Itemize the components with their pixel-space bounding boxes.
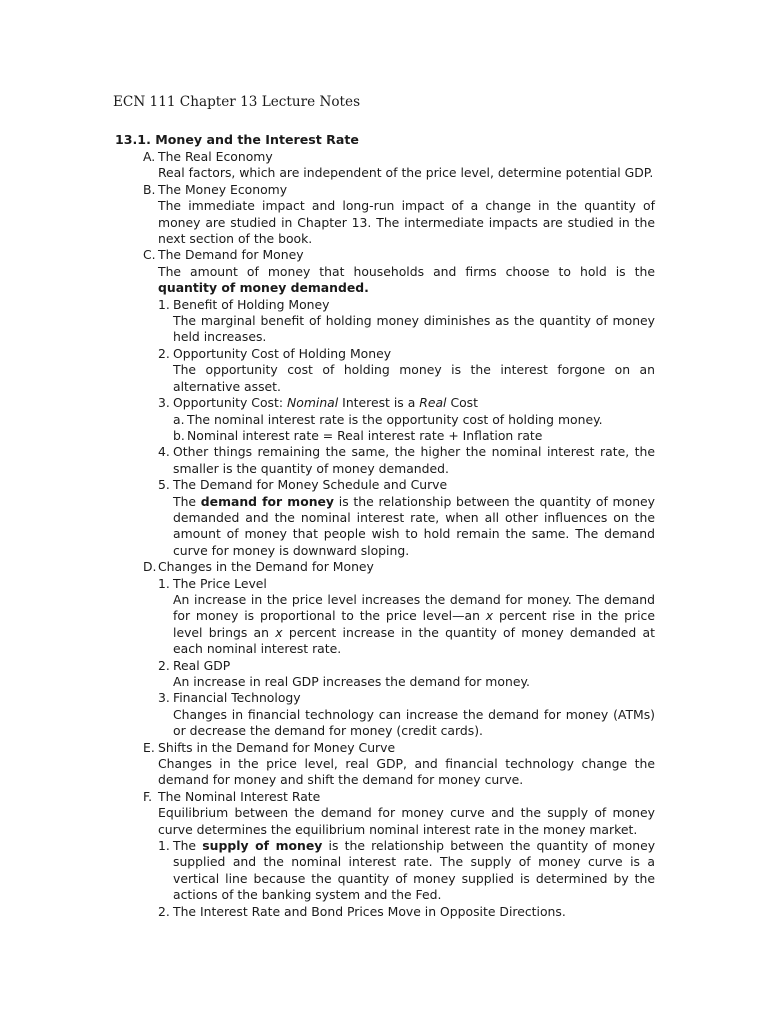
outline-item-c2 bbox=[158, 346, 655, 395]
item-label: F. bbox=[143, 788, 153, 804]
item-text: Equilibrium between the demand for money curve and the supply of money curve determines the equilibrium nominal interest rate in the money market. bbox=[158, 805, 655, 837]
text-run: The bbox=[173, 493, 201, 509]
item-text bbox=[158, 494, 655, 560]
outline-item-c4 bbox=[158, 444, 655, 477]
text-run: Opportunity Cost: bbox=[173, 395, 287, 411]
item-heading: Benefit of Holding Money bbox=[173, 296, 330, 312]
item-label: 4. bbox=[158, 444, 170, 460]
outline-item-c5 bbox=[158, 477, 655, 559]
item-label: 1. bbox=[158, 575, 170, 591]
outline bbox=[143, 149, 655, 920]
outline-item-c3 bbox=[158, 395, 655, 444]
item-label: b. bbox=[173, 427, 185, 443]
item-text: An increase in real GDP increases the demand for money. bbox=[173, 674, 530, 689]
item-text bbox=[158, 592, 655, 658]
outline-item-d bbox=[143, 559, 655, 739]
text-run: x bbox=[485, 608, 494, 624]
outline-item-c bbox=[143, 247, 655, 559]
text-run: The amount of money that households and firms choose to hold is the bbox=[158, 263, 655, 279]
item-text bbox=[158, 838, 655, 904]
text-run: Nominal bbox=[286, 395, 339, 411]
item-heading: Changes in the Demand for Money bbox=[158, 559, 374, 575]
item-text: The marginal benefit of holding money diminishes as the quantity of money held increases. bbox=[173, 313, 655, 345]
item-text: Other things remaining the same, the higher the nominal interest rate, the smaller is the quantity of money demanded. bbox=[173, 444, 655, 476]
item-heading: The Real Economy bbox=[158, 149, 273, 164]
item-heading: Financial Technology bbox=[173, 690, 301, 706]
item-text: Real factors, which are independent of the price level, determine potential GDP. bbox=[158, 165, 654, 181]
item-label: B. bbox=[143, 181, 156, 197]
section-heading: 13.1. Money and the Interest Rate bbox=[115, 132, 359, 147]
document-title: ECN 111 Chapter 13 Lecture Notes bbox=[113, 94, 361, 110]
outline-item-c1 bbox=[158, 297, 655, 346]
text-run: x bbox=[275, 624, 283, 640]
item-label: A. bbox=[143, 149, 156, 164]
item-heading: The Money Economy bbox=[158, 181, 288, 197]
item-text: The opportunity cost of holding money is the interest forgone on an alternative asset. bbox=[173, 362, 655, 394]
item-heading: Shifts in the Demand for Money Curve bbox=[158, 739, 396, 755]
item-heading: Real GDP bbox=[173, 657, 231, 673]
outline-item-d2 bbox=[158, 658, 655, 691]
outline-item-e bbox=[143, 740, 655, 789]
outline-item-f2 bbox=[158, 904, 655, 920]
text-run: The bbox=[173, 838, 203, 854]
item-label: 3. bbox=[158, 690, 170, 706]
item-heading: The Nominal Interest Rate bbox=[158, 788, 321, 804]
item-label: 1. bbox=[158, 296, 170, 312]
item-label: E. bbox=[143, 739, 155, 755]
text-run: Real bbox=[419, 395, 447, 411]
outline-item-c3b bbox=[173, 428, 655, 444]
item-heading: The Price Level bbox=[173, 575, 267, 591]
item-heading: Opportunity Cost of Holding Money bbox=[173, 345, 392, 361]
text-run: is the relationship between the quantity of money demanded and the nominal interest rate, when all other influences on the amount of money that people wish to hold remain the same. The demand curve for money is downward sloping. bbox=[173, 493, 656, 558]
item-text: Nominal interest rate = Real interest rate + Inflation rate bbox=[187, 427, 543, 443]
item-heading: The Demand for Money Schedule and Curve bbox=[173, 477, 448, 493]
item-text: The immediate impact and long-run impact of a change in the quantity of money are studied in Chapter 13. The intermediate impacts are studied in the next section of the book. bbox=[158, 198, 655, 247]
item-label: D. bbox=[143, 559, 157, 575]
item-text: The nominal interest rate is the opportunity cost of holding money. bbox=[187, 411, 603, 427]
term-quantity-of-money-demanded: quantity of money demanded. bbox=[158, 280, 369, 296]
item-text: Changes in the price level, real GDP, and financial technology change the demand for money and shift the demand for money curve. bbox=[158, 756, 655, 788]
text-run: An increase in the price level increases the demand for money. The demand for money is proportional to the price level—an bbox=[173, 591, 655, 624]
item-label: 5. bbox=[158, 477, 170, 493]
term-demand-for-money: demand for money bbox=[200, 493, 335, 509]
item-text bbox=[143, 264, 655, 297]
item-text: The Interest Rate and Bond Prices Move in Opposite Directions. bbox=[173, 903, 566, 919]
outline-item-d1 bbox=[158, 576, 655, 658]
item-label: 3. bbox=[158, 395, 170, 411]
outline-item-a bbox=[143, 149, 655, 182]
item-heading: The Demand for Money bbox=[158, 247, 304, 263]
item-text: Changes in financial technology can increase the demand for money (ATMs) or decrease the demand for money (credit cards). bbox=[173, 706, 655, 739]
text-run: is the relationship between the quantity of money supplied and the nominal interest rate. The supply of money curve is a vertical line because the quantity of money supplied is determined by the actions of the banking system and the Fed. bbox=[173, 838, 656, 903]
text-run: Interest is a bbox=[338, 395, 420, 411]
text-run: Cost bbox=[446, 395, 479, 411]
outline-item-b bbox=[143, 182, 655, 248]
item-heading bbox=[158, 395, 655, 411]
item-label: 2. bbox=[158, 903, 170, 919]
outline-item-f bbox=[143, 789, 655, 920]
text-run: percent rise in the price level brings an bbox=[173, 608, 655, 640]
text-run: percent increase in the quantity of money demanded at each nominal interest rate. bbox=[173, 624, 655, 657]
outline-item-f1 bbox=[158, 838, 655, 904]
outline-item-c3a bbox=[173, 412, 655, 428]
item-label: 2. bbox=[158, 657, 170, 673]
item-label: C. bbox=[143, 247, 156, 263]
item-label: a. bbox=[173, 411, 185, 427]
item-label: 1. bbox=[158, 838, 170, 854]
outline-item-d3 bbox=[158, 690, 655, 739]
term-supply-of-money: supply of money bbox=[202, 838, 323, 854]
item-label: 2. bbox=[158, 345, 170, 361]
